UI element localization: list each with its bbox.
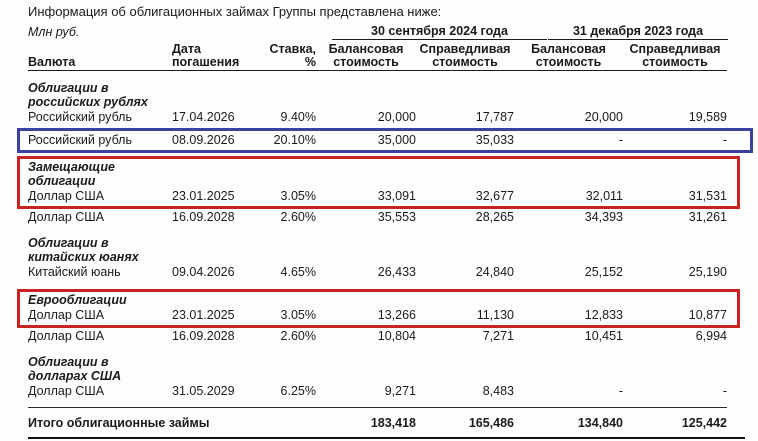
carrying-2024-cell: 26,433 [377,265,416,279]
fair-2024-cell: 7,271 [482,329,514,343]
section-heading-usd-bonds: Облигации в долларах США [28,355,122,383]
carrying-2024-cell: 9,271 [384,384,416,398]
table-row [28,109,727,126]
section-heading-eurobonds: Еврооблигации [28,293,127,307]
table-header [28,25,727,71]
column-header-fair-2023: Справедливая стоимость [629,42,721,69]
carrying-2024-cell: 10,804 [377,329,416,343]
total-row [28,414,727,432]
fair-2023-cell: 6,994 [695,329,727,343]
section-heading-rub-bonds: Облигации в российских рублях [28,81,148,109]
table-row [28,188,727,205]
currency-cell: Доллар США [28,210,105,224]
maturity-cell: 08.09.2026 [172,133,235,147]
total-carrying-2023: 134,840 [577,416,623,430]
period-header-2024: 30 сентября 2024 года [332,25,547,40]
total-separator-line [28,407,727,408]
carrying-2023-cell: 10,451 [584,329,623,343]
fair-2023-cell: 19,589 [688,110,727,124]
carrying-2023-cell: 12,833 [584,308,623,322]
bonds-table [28,25,727,439]
table-bottom-line [28,437,745,439]
column-header-currency: Валюта [28,54,76,69]
rate-cell: 2.60% [280,210,316,224]
fair-2024-cell: 24,840 [475,265,514,279]
table-column-headers [28,40,727,68]
maturity-cell: 31.05.2029 [172,384,235,398]
fair-2023-cell: 31,531 [688,189,727,203]
fair-2024-cell: 8,483 [482,384,514,398]
column-header-maturity: Дата погашения [172,42,240,69]
maturity-cell: 16.09.2028 [172,329,235,343]
carrying-2023-cell: 25,152 [584,265,623,279]
section-heading-yuan-bonds: Облигации в китайских юанях [28,236,139,264]
fair-2023-cell: - [722,133,727,147]
fair-2023-cell: 10,877 [688,308,727,322]
rate-cell: 2.60% [280,329,316,343]
fair-2023-cell: 25,190 [688,265,727,279]
carrying-2024-cell: 13,266 [377,308,416,322]
column-header-carrying-2024: Балансовая стоимость [328,42,404,69]
total-fair-2024: 165,486 [468,416,514,430]
maturity-cell: 16.09.2028 [172,210,235,224]
carrying-2024-cell: 20,000 [377,110,416,124]
carrying-2024-cell: 35,000 [377,133,416,147]
rate-cell: 4.65% [280,265,316,279]
carrying-2023-cell: 20,000 [584,110,623,124]
rate-cell: 20.10% [273,133,316,147]
page-title: Информация об облигационных займах Группы представлена ниже: [28,4,442,19]
carrying-2024-cell: 33,091 [377,189,416,203]
currency-cell: Доллар США [28,189,105,203]
carrying-2023-cell: 34,393 [584,210,623,224]
fair-2024-cell: 17,787 [475,110,514,124]
currency-cell: Доллар США [28,308,105,322]
table-row [28,264,727,281]
total-carrying-2024: 183,418 [370,416,416,430]
red-highlight-box [17,289,740,328]
maturity-cell: 09.04.2026 [172,265,235,279]
fair-2024-cell: 28,265 [475,210,514,224]
total-fair-2023: 125,442 [681,416,727,430]
column-header-rate: Ставка, % [269,42,316,69]
currency-cell: Российский рубль [28,110,132,124]
table-row [28,132,727,149]
table-row [28,307,727,324]
currency-cell: Доллар США [28,384,105,398]
table-header-periods [28,25,727,40]
fair-2024-cell: 32,677 [475,189,514,203]
table-row [28,209,727,226]
carrying-2024-cell: 35,553 [377,210,416,224]
fair-2024-cell: 11,130 [476,308,514,322]
fair-2023-cell: - [722,384,727,398]
fair-2023-cell: 31,261 [688,210,727,224]
blue-highlight-box [17,128,753,153]
rate-cell: 9.40% [280,110,316,124]
fair-2024-cell: 35,033 [475,133,514,147]
rate-cell: 3.05% [280,308,316,322]
total-label: Итого облигационные займы [28,416,210,430]
section-heading-replacement-bonds: Замещающие облигации [28,160,115,188]
currency-cell: Доллар США [28,329,105,343]
carrying-2023-cell: 32,011 [585,189,623,203]
rate-cell: 3.05% [280,189,316,203]
red-highlight-box [17,156,740,209]
currency-cell: Китайский юань [28,265,121,279]
carrying-2023-cell: - [618,384,623,398]
period-header-2023: 31 декабря 2023 года [548,25,728,40]
carrying-2023-cell: - [618,133,623,147]
unit-note: Млн руб. [28,25,80,39]
table-row [28,383,727,400]
currency-cell: Российский рубль [28,133,132,147]
column-header-carrying-2023: Балансовая стоимость [531,42,606,69]
maturity-cell: 17.04.2026 [172,110,235,124]
maturity-cell: 23.01.2025 [172,308,235,322]
column-header-fair-2024: Справедливая стоимость [419,42,511,69]
table-row [28,328,727,345]
maturity-cell: 23.01.2025 [172,189,235,203]
rate-cell: 6.25% [280,384,316,398]
